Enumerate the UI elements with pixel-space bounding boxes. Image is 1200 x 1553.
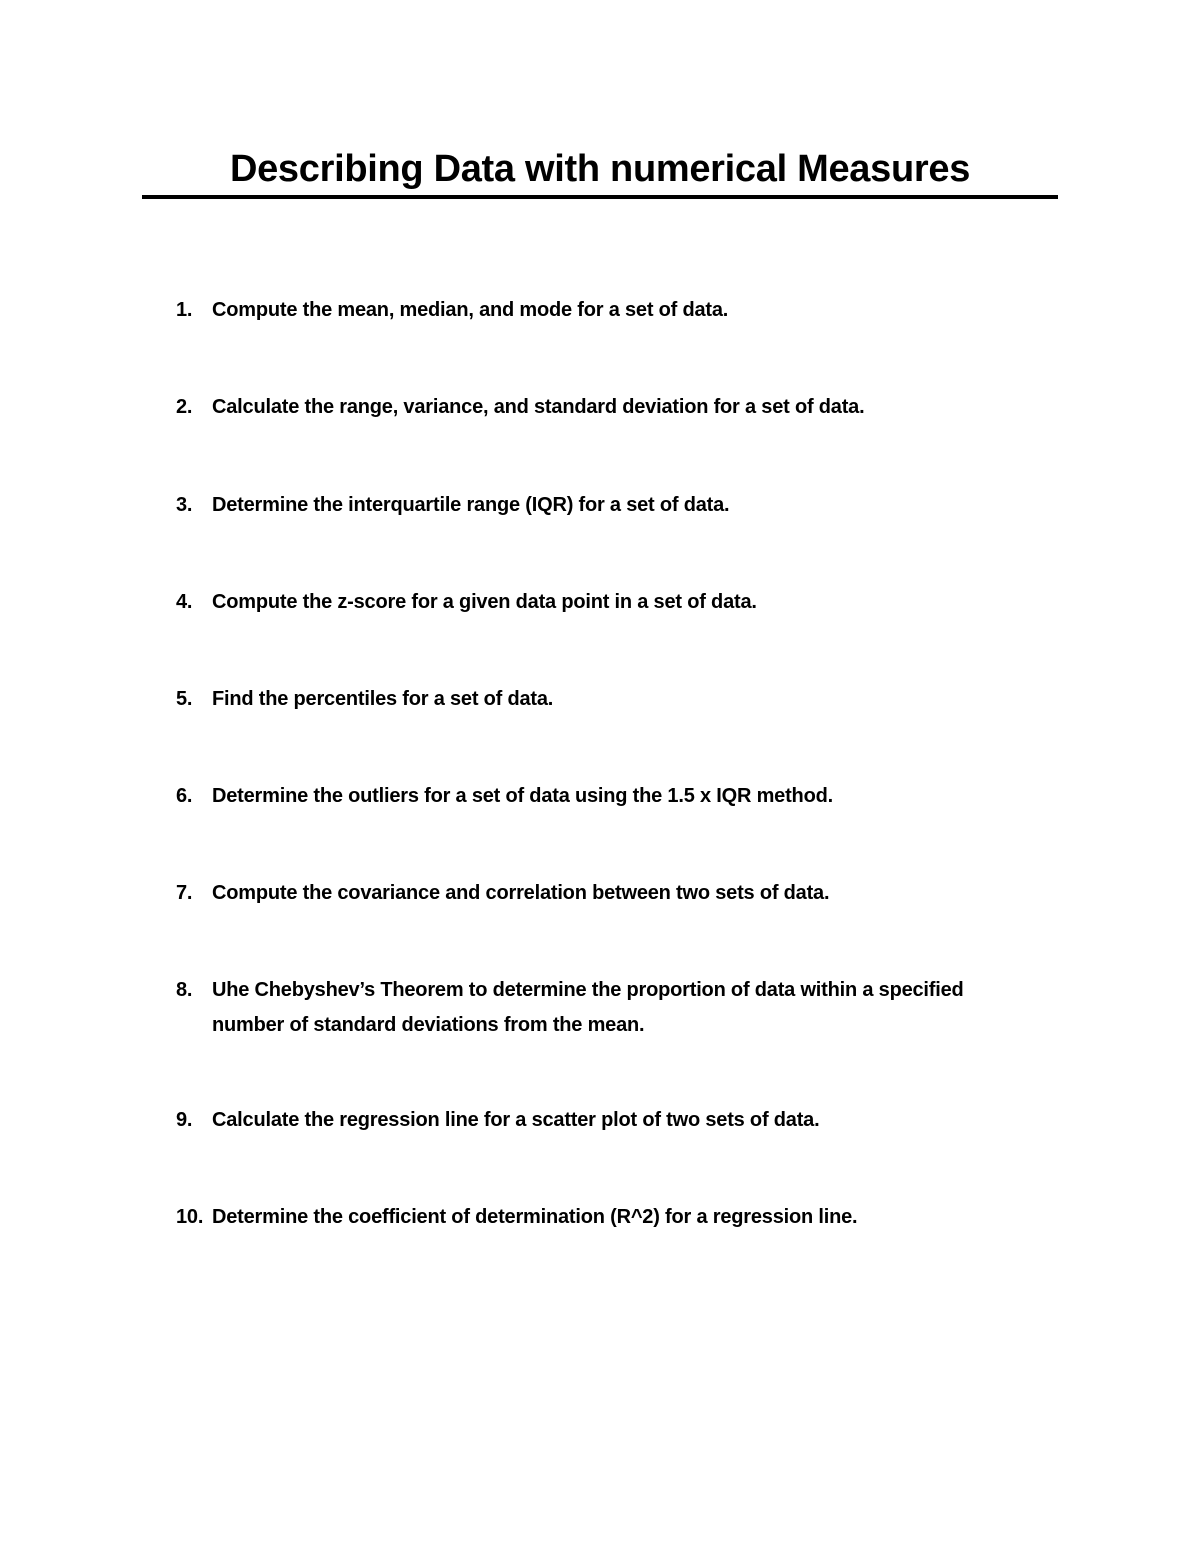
list-item-number: 3. <box>176 494 193 516</box>
list-item-text: Calculate the range, variance, and standard deviation for a set of data. <box>212 396 865 418</box>
list-item-number: 10. <box>176 1206 204 1228</box>
list-item-text: Find the percentiles for a set of data. <box>212 688 554 710</box>
title-underline <box>142 195 1058 199</box>
page-title: Describing Data with numerical Measures <box>229 148 971 190</box>
list-item <box>176 390 1006 425</box>
list-item <box>176 779 1006 814</box>
list-item <box>176 488 1006 523</box>
list-item <box>176 1103 1006 1138</box>
list-item-text: Uhe Chebyshev’s Theorem to determine the proportion of data within a specified number of standard deviations from the mean. <box>212 979 964 1036</box>
list-item-number: 9. <box>176 1109 193 1131</box>
list-item-number: 8. <box>176 979 193 1001</box>
list-item-number: 6. <box>176 785 193 807</box>
list-item-number: 2. <box>176 396 193 418</box>
list-item-text: Determine the outliers for a set of data using the 1.5 x IQR method. <box>212 785 833 807</box>
list-item <box>176 1200 1006 1235</box>
list-item-number: 5. <box>176 688 193 710</box>
list-item-text: Compute the covariance and correlation between two sets of data. <box>212 882 830 904</box>
list-item-text: Compute the z-score for a given data point in a set of data. <box>212 591 757 613</box>
list-item <box>176 973 1006 1043</box>
list-item <box>176 293 1006 328</box>
list-item-text: Compute the mean, median, and mode for a set of data. <box>212 299 729 321</box>
list-item <box>176 876 1006 911</box>
list-item <box>176 585 1006 620</box>
list-item-number: 4. <box>176 591 193 613</box>
list-item-number: 1. <box>176 299 193 321</box>
list-item-text: Determine the interquartile range (IQR) for a set of data. <box>212 494 730 516</box>
list-item-number: 7. <box>176 882 193 904</box>
list-item-text: Calculate the regression line for a scatter plot of two sets of data. <box>212 1109 820 1131</box>
list-item <box>176 682 1006 717</box>
list-item-text: Determine the coefficient of determination (R^2) for a regression line. <box>212 1206 858 1228</box>
